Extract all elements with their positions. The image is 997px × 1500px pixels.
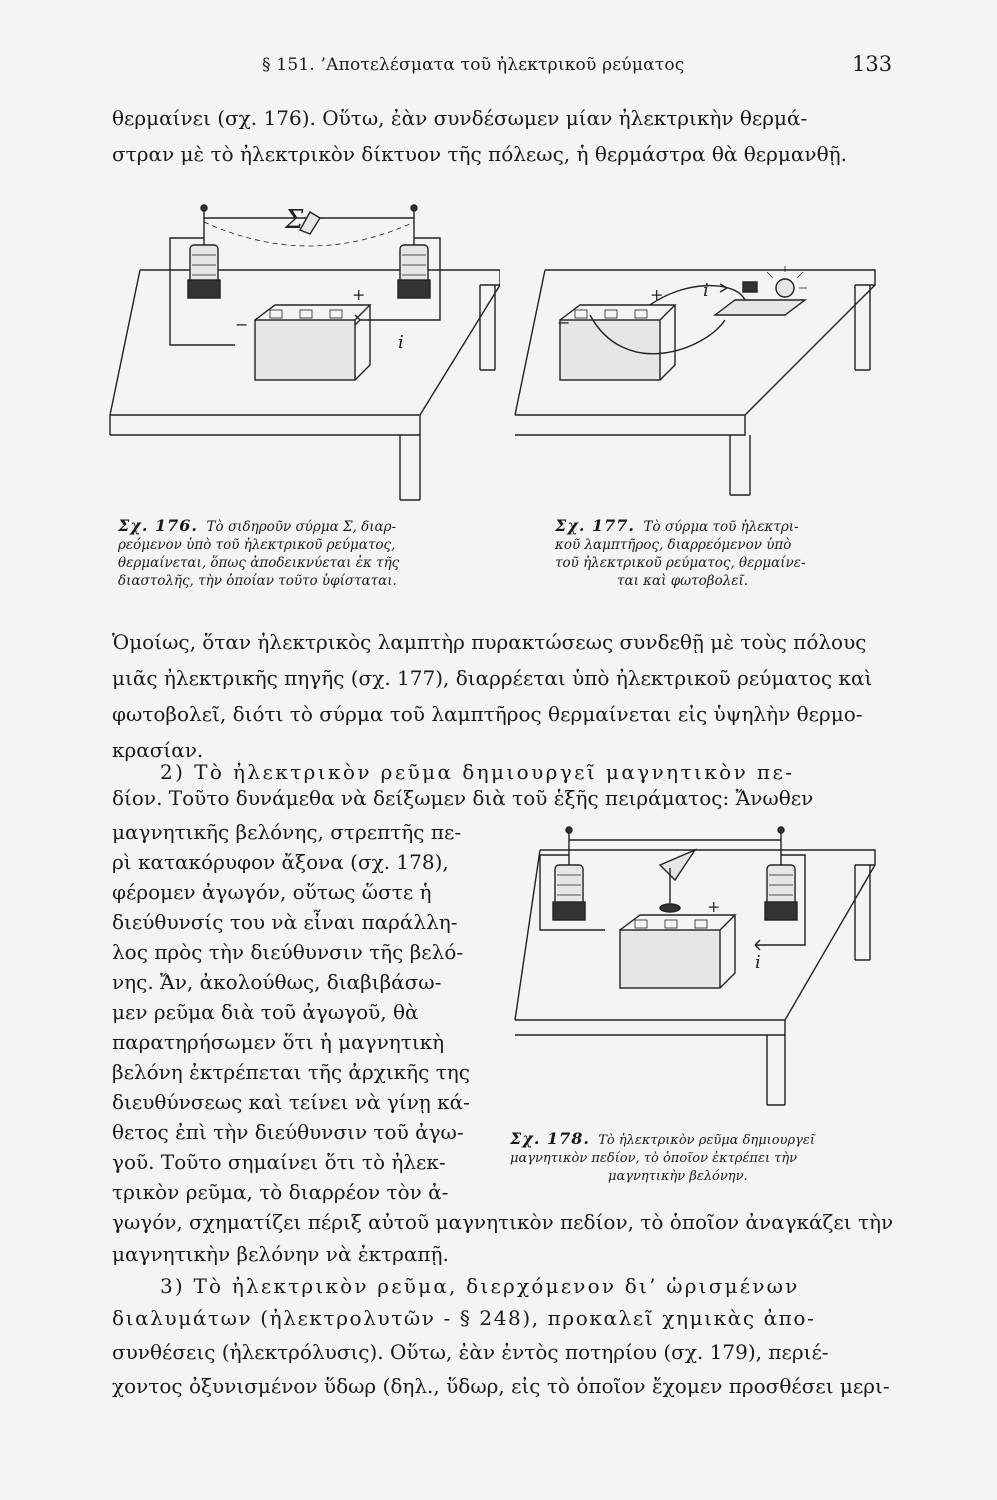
figure-177-illustration bbox=[505, 260, 885, 510]
text-line: μιᾶς ἠλεκτρικῆς πηγῆς (σχ. 177), διαρρέεται ὑπὸ ἠλεκτρικοῦ ρεύματος καὶ bbox=[112, 666, 873, 690]
caption-fig-176 bbox=[118, 517, 399, 590]
text-line: χοντος ὀξυνισμένον ὕδωρ (δηλ., ὕδωρ, εἰς τὸ ὁποῖον ἔχομεν προσθέσει μερι- bbox=[112, 1374, 890, 1398]
text-line: φωτοβολεῖ, διότι τὸ σύρμα τοῦ λαμπτῆρος θερμαίνεται εἰς ὑψηλὴν θερμο- bbox=[112, 702, 863, 726]
caption-number: Σχ. 178. bbox=[510, 1129, 590, 1148]
text-line: τρικὸν ρεῦμα, τὸ διαρρέον τὸν ἀ- bbox=[112, 1180, 449, 1204]
text-line: μαγνητικὴν βελόνην νὰ ἐκτραπῇ. bbox=[112, 1242, 449, 1266]
caption-line: θερμαίνεται, ὅπως ἀποδεικνύεται ἐκ τῆς bbox=[118, 555, 400, 571]
caption-line: Τὸ σιδηροῦν σύρμα Σ, διαρ- bbox=[206, 519, 397, 535]
text-line: γωγόν, σχηματίζει πέριξ αὐτοῦ μαγνητικὸν πεδίον, τὸ ὁποῖον ἀναγκάζει τὴν bbox=[112, 1210, 894, 1234]
plus-sign: + bbox=[707, 897, 721, 916]
text-line: στραν μὲ τὸ ἠλεκτρικὸν δίκτυον τῆς πόλεως, ἡ θερμάστρα θὰ θερμανθῇ. bbox=[112, 142, 847, 166]
text-line: διευθύνσεως καὶ τείνει νὰ γίνῃ κά- bbox=[112, 1090, 470, 1114]
plus-sign: + bbox=[352, 285, 366, 304]
label-current-i: i bbox=[755, 952, 761, 973]
text-line: λος πρὸς τὴν διεύθυνσιν τῆς βελό- bbox=[112, 940, 464, 964]
caption-line: μαγνητικὴν βελόνην. bbox=[608, 1169, 748, 1184]
caption-number: Σχ. 176. bbox=[118, 516, 198, 535]
caption-line: Τὸ ἠλεκτρικὸν ρεῦμα δημιουργεῖ bbox=[598, 1133, 815, 1148]
text-line: 2) Τὸ ἠλεκτρικὸν ρεῦμα δημιουργεῖ μαγνητικὸν πε- bbox=[160, 760, 795, 784]
minus-sign: − bbox=[235, 315, 249, 334]
text-line: φέρομεν ἀγωγόν, οὕτως ὥστε ἡ bbox=[112, 880, 432, 904]
caption-line: μαγνητικὸν πεδίον, τὸ ὁποῖον ἐκτρέπει τὴν bbox=[510, 1151, 798, 1166]
text-line: βελόνη ἐκτρέπεται τῆς ἀρχικῆς της bbox=[112, 1060, 470, 1084]
text-line: διαλυμάτων (ἠλεκτρολυτῶν - § 248), προκαλεῖ χημικὰς ἀπο- bbox=[112, 1306, 816, 1330]
text-line: διεύθυνσίς του νὰ εἶναι παράλλη- bbox=[112, 910, 458, 934]
running-header: § 151. ’Αποτελέσματα τοῦ ἠλεκτρικοῦ ρεύματος bbox=[262, 55, 685, 75]
text-line: συνθέσεις (ἠλεκτρόλυσις). Οὕτω, ἐὰν ἐντὸς ποτηρίου (σχ. 179), περιέ- bbox=[112, 1340, 829, 1364]
label-current-i: i bbox=[398, 332, 404, 353]
caption-line: κοῦ λαμπτῆρος, διαρρεόμενον ὑπὸ bbox=[555, 537, 792, 553]
caption-fig-178 bbox=[510, 1130, 815, 1186]
text-line: θετος ἐπὶ τὴν διεύθυνσιν τοῦ ἀγω- bbox=[112, 1120, 464, 1144]
text-line: μεν ρεῦμα διὰ τοῦ ἀγωγοῦ, θὰ bbox=[112, 1000, 419, 1024]
caption-line: διαστολῆς, τὴν ὁποίαν τοῦτο ὑφίσταται. bbox=[118, 573, 397, 589]
text-line: γοῦ. Τοῦτο σημαίνει ὅτι τὸ ἠλεκ- bbox=[112, 1150, 446, 1174]
caption-line: Τὸ σύρμα τοῦ ἠλεκτρι- bbox=[643, 519, 799, 535]
minus-sign: − bbox=[557, 313, 571, 332]
text-line: 3) Τὸ ἠλεκτρικὸν ρεῦμα, διερχόμενον δι’ ὡρισμένων bbox=[160, 1274, 800, 1298]
caption-line: ται καὶ φωτοβολεῖ. bbox=[617, 573, 749, 589]
figure-176-illustration bbox=[100, 190, 500, 510]
text-line: Ὁμοίως, ὅταν ἠλεκτρικὸς λαμπτὴρ πυρακτώσεως συνδεθῇ μὲ τοὺς πόλους bbox=[112, 630, 867, 654]
caption-number: Σχ. 177. bbox=[555, 516, 635, 535]
text-line: παρατηρήσωμεν ὅτι ἡ μαγνητικὴ bbox=[112, 1030, 445, 1054]
text-line: κρασίαν. bbox=[112, 738, 204, 762]
figure-178-illustration bbox=[505, 820, 885, 1120]
page-number: 133 bbox=[852, 52, 893, 76]
text-line: νης. Ἄν, ἀκολούθως, διαβιβάσω- bbox=[112, 970, 442, 994]
text-line: θερμαίνει (σχ. 176). Οὕτω, ἐὰν συνδέσωμεν μίαν ἠλεκτρικὴν θερμά- bbox=[112, 106, 808, 130]
label-sigma: Σ bbox=[285, 205, 304, 235]
caption-line: τοῦ ἠλεκτρικοῦ ρεύματος, θερμαίνε- bbox=[555, 555, 806, 571]
text-line: ρὶ κατακόρυφον ἄξονα (σχ. 178), bbox=[112, 850, 449, 874]
caption-fig-177 bbox=[555, 517, 806, 590]
caption-line: ρεόμενον ὑπὸ τοῦ ἠλεκτρικοῦ ρεύματος, bbox=[118, 537, 396, 553]
plus-sign: + bbox=[650, 285, 664, 304]
label-current-i: i bbox=[703, 280, 709, 301]
text-line: δίον. Τοῦτο δυνάμεθα νὰ δείξωμεν διὰ τοῦ ἑξῆς πειράματος: Ἄνωθεν bbox=[112, 786, 814, 810]
text-line: μαγνητικῆς βελόνης, στρεπτῆς πε- bbox=[112, 820, 462, 844]
